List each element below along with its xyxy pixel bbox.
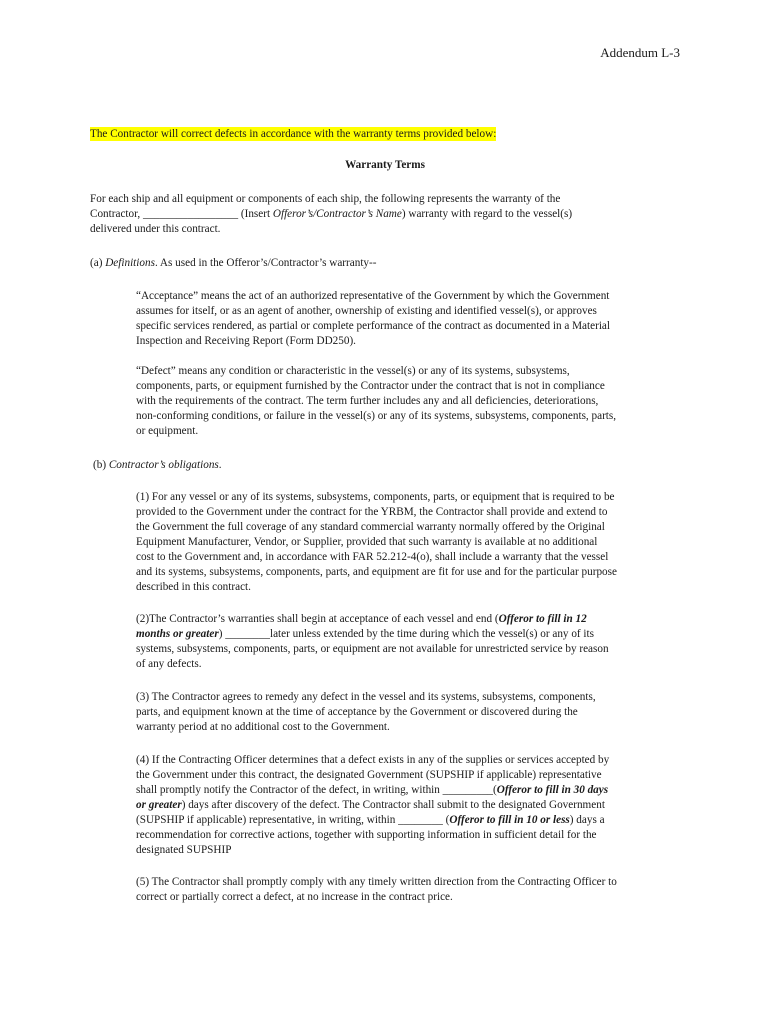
definitions-heading: (a) Definitions. As used in the Offeror’s/Contractor’s warranty-- (90, 257, 377, 269)
definition-acceptance: “Acceptance” means the act of an authorized representative of the Government by which the Government assumes for itself, or as an agent of another, ownership of existing and identified vessel(s), or approves specific services rendered, as partial or complete performance of the contract as documented in a Material Inspection and Receiving Report (Form DD250). (136, 290, 611, 347)
section-title: Warranty Terms (345, 159, 425, 171)
obligations-heading: (b) Contractor’s obligations. (93, 459, 222, 471)
obligation-1: (1) For any vessel or any of its systems, subsystems, components, parts, or equipment that is required to be provided to the Government under the contract for the YRBM, the Contractor shall provide and extend to the Government the full coverage of any standard commercial warranty normally offered by the Original Equipment Manufacturer, Vendor, or Supplier, provided that such warranty is available at no additional cost to the Government and, in accordance with FAR 52.212-4(o), shall include a warranty that the vessel and its systems, subsystems, components, parts, and equipment are fit for use and for the particular purpose described in this contract. (136, 491, 617, 593)
obligation-4: (4) If the Contracting Officer determines that a defect exists in any of the supplies or services accepted by the Government under this contract, the designated Government (SUPSHIP if applicable) representative shall promptly notify the Contractor of the defect, in writing, within _________(Offeror to fill in 30 days or greater) days after discovery of the defect. The Contractor shall submit to the designated Government (SUPSHIP if applicable) representative, in writing, within ________ (Offeror to fill in 10 or less) days a recommendation for corrective actions, together with supporting information in sufficient detail for the designated SUPSHIP (136, 754, 610, 856)
highlighted-text: The Contractor will correct defects in accordance with the warranty terms provided below: (90, 128, 497, 140)
intro-paragraph (90, 192, 690, 237)
obligation-3: (3) The Contractor agrees to remedy any defect in the vessel and its systems, subsystems, components, parts, and equipment known at the time of acceptance by the Government or discovered during the warranty period at no additional cost to the Government. (136, 691, 596, 733)
insert-name-placeholder: Offeror’s/Contractor’s Name (272, 208, 402, 220)
obligation-5: (5) The Contractor shall promptly comply with any timely written direction from the Contracting Officer to correct or partially correct a defect, at no increase in the contract price. (136, 876, 617, 903)
intro-line-3: delivered under this contract. (90, 223, 221, 235)
intro-line-1: For each ship and all equipment or components of each ship, the following represents the warranty of the (90, 193, 561, 205)
addendum-label: Addendum L-3 (600, 45, 680, 60)
highlighted-intro (90, 127, 496, 142)
intro-line-2: Contractor, _________________ (Insert Offeror’s/Contractor’s Name) warranty with regard to the vessel(s) (90, 208, 573, 220)
obligation-2: (2)The Contractor’s warranties shall begin at acceptance of each vessel and end (Offeror to fill in 12 months or greater) ________later unless extended by the time during which the vessel(s) or any of its systems, subsystems, components, parts, or equipment are not available for unrestricted service by reason of any defects. (136, 613, 609, 670)
definition-defect: “Defect” means any condition or characteristic in the vessel(s) or any of its systems, subsystems, components, parts, or equipment furnished by the Contractor under the contract that is not in compliance with the requirements of the contract. The term further includes any and all deficiencies, deteriorations, non-conforming conditions, or failure in the vessel(s) or any of its systems, subsystems, components, parts, or equipment. (136, 365, 617, 437)
